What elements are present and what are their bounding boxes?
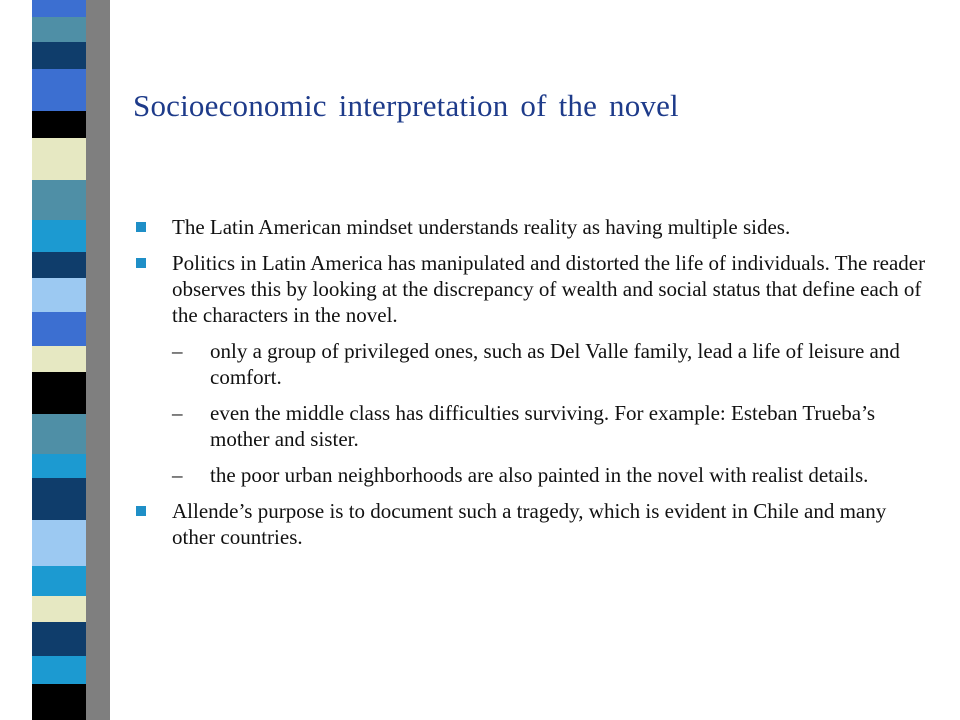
bullet-list [133,214,933,560]
square-bullet-icon [136,258,146,268]
stripe-segment [32,656,86,684]
stripe-segment [32,684,86,720]
stripe-segment [32,17,86,42]
stripe-segment [32,0,86,17]
sub-bullet-text: even the middle class has difficulties surviving. For example: Esteban Trueba’s mother and sister. [210,401,876,451]
stripe-segment [32,596,86,622]
dash-marker: – [172,339,183,363]
stripe-segment [32,622,86,656]
stripe-segment [32,180,86,220]
sub-bullet-item [172,462,933,488]
stripe-segment [32,454,86,478]
stripe-segment [32,520,86,566]
sub-bullet-item [172,338,933,390]
sub-bullet-item [172,400,933,452]
stripe-segment [32,346,86,372]
stripe-segment [32,69,86,111]
slide-title: Socioeconomic interpretation of the novel [133,88,679,123]
sub-bullet-text: only a group of privileged ones, such as Del Valle family, lead a life of leisure and comfort. [210,339,900,389]
stripe-segment [32,372,86,414]
dash-marker: – [172,401,183,425]
bullet-item [133,498,933,550]
stripe-segment [32,220,86,252]
bullet-item [133,214,933,240]
bullet-text: Allende’s purpose is to document such a tragedy, which is evident in Chile and many other countries. [172,499,887,549]
square-bullet-icon [136,222,146,232]
bullet-text: Politics in Latin America has manipulated and distorted the life of individuals. The reader observes this by looking at the discrepancy of wealth and social status that define each of the characters in the novel. [172,251,926,327]
stripe-segment [32,278,86,312]
stripe-segment [32,414,86,454]
gray-band [86,0,110,720]
stripe-segment [32,252,86,278]
stripe-segment [32,42,86,69]
stripe-segment [32,312,86,346]
decorative-stripe [32,0,86,720]
sub-bullet-text: the poor urban neighborhoods are also painted in the novel with realist details. [210,463,869,487]
stripe-segment [32,566,86,596]
bullet-item [133,250,933,488]
bullet-text: The Latin American mindset understands reality as having multiple sides. [172,215,791,239]
stripe-segment [32,138,86,180]
square-bullet-icon [136,506,146,516]
dash-marker: – [172,463,183,487]
sub-bullet-list [172,338,933,488]
stripe-segment [32,111,86,138]
stripe-segment [32,478,86,520]
